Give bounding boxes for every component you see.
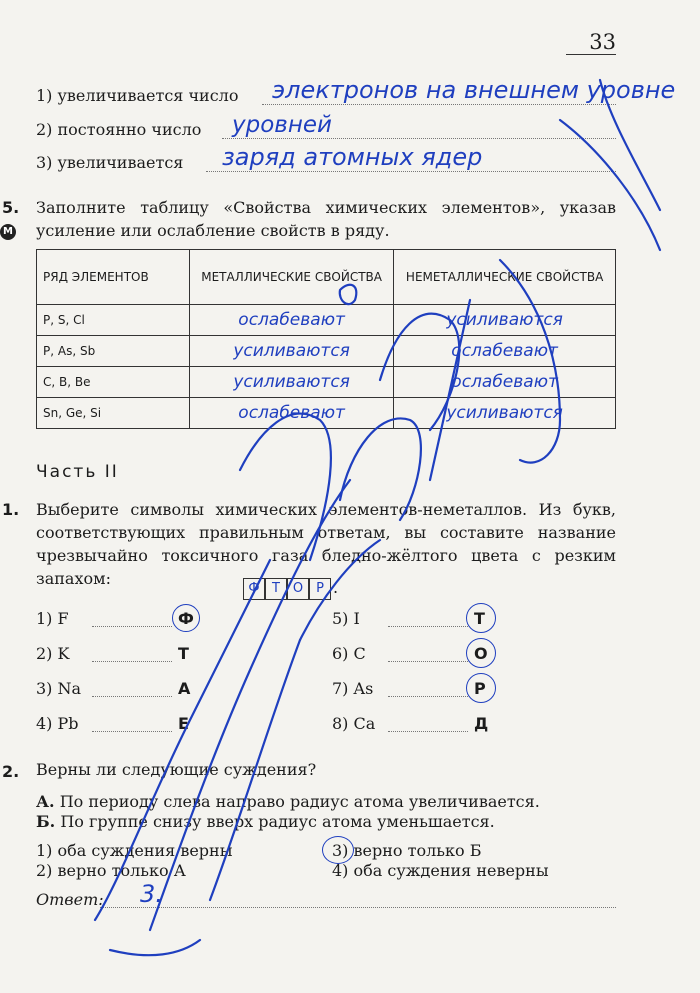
option-line	[388, 696, 468, 697]
option-line	[388, 626, 468, 627]
prev-item-1-line	[262, 104, 616, 105]
row-nonmetal: ослабевают	[394, 336, 616, 367]
option-2-letter: Т	[178, 644, 189, 663]
statement-a-label: А.	[36, 792, 55, 811]
prev-item-3-line	[206, 171, 616, 172]
answer-box-2[interactable]: Т	[265, 578, 287, 600]
selected-circle	[466, 603, 496, 633]
answer-label: Ответ:	[36, 890, 104, 909]
option-5: 5) I	[332, 609, 360, 628]
page-number: 33	[589, 30, 616, 54]
table-row	[37, 398, 616, 429]
task2-question: Верны ли следующие суждения?	[36, 760, 317, 779]
selected-circle	[466, 673, 496, 703]
option-1-letter: Ф	[178, 609, 194, 628]
answer-period: .	[333, 578, 339, 597]
answer-box-3[interactable]: О	[287, 578, 309, 600]
selected-circle	[172, 604, 200, 632]
option-line	[92, 661, 172, 662]
row-nonmetal: усиливаются	[394, 305, 616, 336]
row-metal: усиливаются	[190, 336, 394, 367]
header-nonmetal: НЕМЕТАЛЛИЧЕСКИЕ СВОЙСТВА	[394, 250, 616, 305]
prev-item-1-label: 1) увеличивается число	[36, 86, 239, 105]
selected-circle	[322, 836, 354, 864]
option-6: 6) C	[332, 644, 366, 663]
prev-item-1-answer: электронов на внешнем уровне	[272, 76, 676, 104]
option-4: 4) Pb	[36, 714, 79, 733]
option-1: 1) F	[36, 609, 69, 628]
option-2: 2) K	[36, 644, 70, 663]
row-metal: усиливаются	[190, 367, 394, 398]
statement-b-text: По группе снизу вверх радиус атома уменьшается.	[60, 812, 495, 831]
statement-b-label: Б.	[36, 812, 56, 831]
prev-item-2-label: 2) постоянно число	[36, 120, 202, 139]
option-t2-3: 3) верно только Б	[332, 841, 482, 860]
row-nonmetal: ослабевают	[394, 367, 616, 398]
part-title: Часть II	[36, 462, 119, 482]
option-line	[92, 626, 172, 627]
option-3-letter: А	[178, 679, 191, 698]
option-8: 8) Ca	[332, 714, 376, 733]
option-4-letter: Е	[178, 714, 189, 733]
row-series: C, B, Be	[37, 367, 190, 398]
answer-box-4[interactable]: Р	[309, 578, 331, 600]
task2-number: 2.	[2, 762, 20, 781]
task1-text: Выберите символы химических элементов-неметаллов. Из букв, соответствующих правильным ответам, вы составите название чрезвычайно токсичного газа бледно-жёлтого цвета с резким запахом:	[36, 500, 616, 588]
option-line	[92, 696, 172, 697]
option-line	[92, 731, 172, 732]
header-metal: МЕТАЛЛИЧЕСКИЕ СВОЙСТВА	[190, 250, 394, 305]
row-series: P, As, Sb	[37, 336, 190, 367]
option-7-letter: Р	[474, 679, 486, 698]
task5-text: Заполните таблицу «Свойства химических элементов», указав усиление или ослабление свойств в ряду.	[36, 198, 616, 240]
option-8-letter: Д	[474, 714, 489, 733]
option-line	[388, 731, 468, 732]
prev-item-3-answer: заряд атомных ядер	[222, 143, 483, 171]
row-metal: ослабевают	[190, 305, 394, 336]
answer-box-1[interactable]: Ф	[243, 578, 265, 600]
table-row	[37, 336, 616, 367]
row-series: Sn, Ge, Si	[37, 398, 190, 429]
selected-circle	[466, 638, 496, 668]
statement-a	[36, 792, 540, 811]
option-3: 3) Na	[36, 679, 82, 698]
table-row	[37, 305, 616, 336]
prev-item-2-line	[222, 138, 616, 139]
row-metal: ослабевают	[190, 398, 394, 429]
header-series: РЯД ЭЛЕМЕНТОВ	[37, 250, 190, 305]
prev-item-2-answer: уровней	[232, 112, 332, 138]
option-6-letter: О	[474, 644, 488, 663]
answer-value: 3.	[140, 880, 163, 908]
row-series: P, S, Cl	[37, 305, 190, 336]
option-t2-2: 2) верно только А	[36, 861, 186, 880]
prev-item-3-label: 3) увеличивается	[36, 153, 184, 172]
option-5-letter: Т	[474, 609, 485, 628]
option-line	[388, 661, 468, 662]
properties-table	[36, 249, 616, 429]
option-7: 7) As	[332, 679, 374, 698]
option-t2-1: 1) оба суждения верны	[36, 841, 233, 860]
page-number-rule	[566, 54, 616, 55]
answer-line	[100, 907, 616, 908]
statement-a-text: По периоду слева направо радиус атома увеличивается.	[59, 792, 540, 811]
statement-b	[36, 812, 495, 831]
table-row	[37, 367, 616, 398]
table-header-row	[37, 250, 616, 305]
row-nonmetal: усиливаются	[394, 398, 616, 429]
task1-number: 1.	[2, 500, 20, 519]
task5-number: 5.	[2, 198, 20, 217]
option-t2-4: 4) оба суждения неверны	[332, 861, 549, 880]
method-icon: М	[0, 224, 16, 240]
